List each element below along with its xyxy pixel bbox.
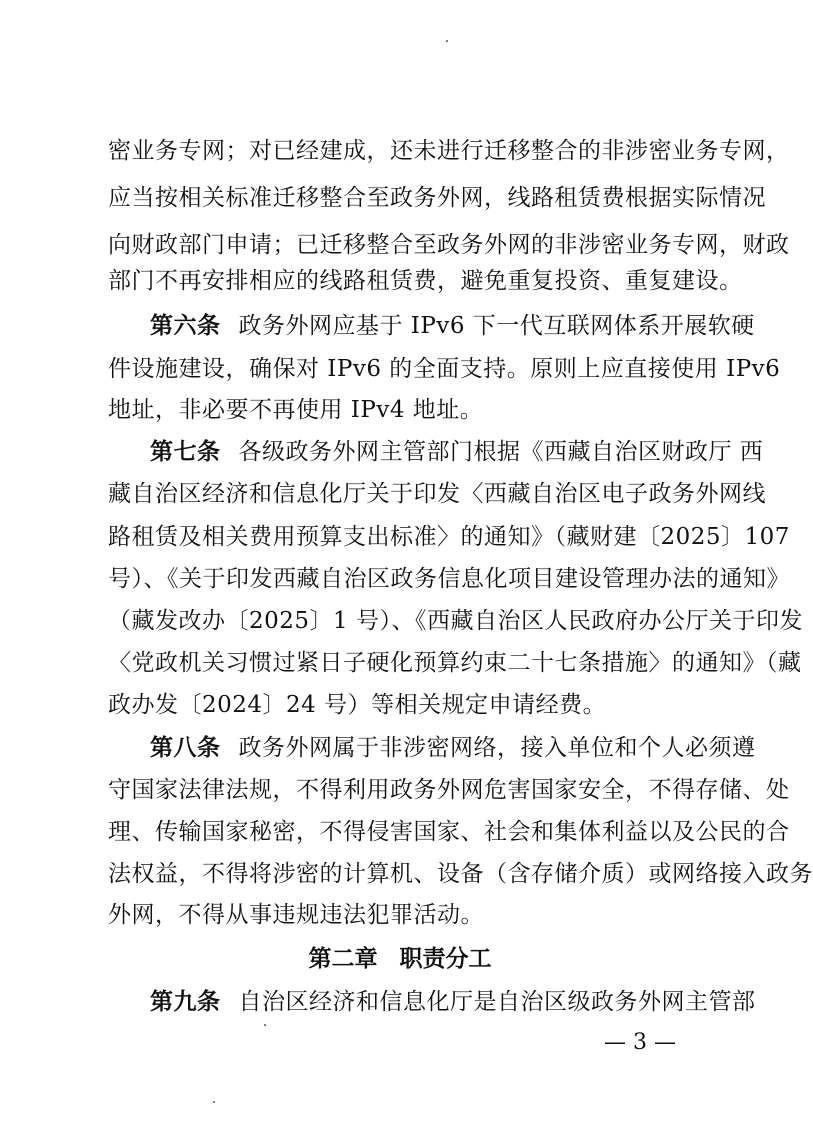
body-text-line: 路租赁及相关费用预算支出标准〉的通知》（藏财建〔2025〕107 bbox=[108, 524, 790, 550]
article-9-heading: 第九条 bbox=[150, 988, 221, 1015]
scan-speck bbox=[446, 40, 448, 42]
body-text-line: （藏发改办〔2025〕1 号）、《西藏自治区人民政府办公厅关于印发 bbox=[108, 608, 803, 634]
page-number: — 3 — bbox=[604, 1030, 676, 1055]
body-text-line: 外网，不得从事违规违法犯罪活动。 bbox=[108, 902, 484, 928]
body-text-line: 号）、《关于印发西藏自治区政务信息化项目建设管理办法的通知》 bbox=[108, 566, 790, 592]
body-text-line: 政办发〔2024〕24 号）等相关规定申请经费。 bbox=[108, 692, 607, 718]
chapter-number: 第二章 bbox=[308, 945, 378, 972]
body-text-line: 〈党政机关习惯过紧日子硬化预算约束二十七条措施〉的通知》（藏 bbox=[108, 650, 802, 676]
chapter-heading bbox=[0, 943, 800, 975]
article-8-text: 政务外网属于非涉密网络，接入单位和个人必须遵 bbox=[238, 735, 756, 761]
article-9-first-line bbox=[150, 986, 756, 1018]
article-7-first-line bbox=[150, 436, 764, 468]
body-text-line: 件设施建设，确保对 IPv6 的全面支持。原则上应直接使用 IPv6 bbox=[108, 356, 781, 382]
article-8-first-line bbox=[150, 732, 756, 764]
body-text-line: 法权益，不得将涉密的计算机、设备（含存储介质）或网络接入政务 bbox=[108, 861, 813, 887]
article-8-heading: 第八条 bbox=[150, 734, 221, 761]
article-7-heading: 第七条 bbox=[150, 438, 221, 465]
body-text-line: 应当按相关标准迁移整合至政务外网，线路租赁费根据实际情况 bbox=[108, 185, 766, 211]
body-text-line: 部门不再安排相应的线路租赁费，避免重复投资、重复建设。 bbox=[108, 268, 743, 294]
scan-speck bbox=[264, 1024, 266, 1026]
article-6-heading: 第六条 bbox=[150, 312, 221, 339]
body-text-line: 理、传输国家秘密，不得侵害国家、社会和集体利益以及公民的合 bbox=[108, 819, 790, 845]
chapter-title: 职责分工 bbox=[399, 945, 492, 972]
body-text-line: 藏自治区经济和信息化厅关于印发〈西藏自治区电子政务外网线 bbox=[108, 481, 766, 507]
body-text-line: 密业务专网；对已经建成，还未进行迁移整合的非涉密业务专网， bbox=[108, 138, 790, 164]
body-text-line: 守国家法律法规，不得利用政务外网危害国家安全，不得存储、处 bbox=[108, 777, 790, 803]
article-9-text: 自治区经济和信息化厅是自治区级政务外网主管部 bbox=[238, 989, 756, 1015]
article-6-first-line bbox=[150, 310, 755, 342]
scan-speck bbox=[213, 1101, 215, 1103]
body-text-line: 地址，非必要不再使用 IPv4 地址。 bbox=[108, 397, 484, 423]
article-6-text: 政务外网应基于 IPv6 下一代互联网体系开展软硬 bbox=[238, 313, 755, 339]
article-7-text: 各级政务外网主管部门根据《西藏自治区财政厅 西 bbox=[238, 439, 764, 465]
body-text-line: 向财政部门申请；已迁移整合至政务外网的非涉密业务专网，财政 bbox=[108, 232, 790, 258]
